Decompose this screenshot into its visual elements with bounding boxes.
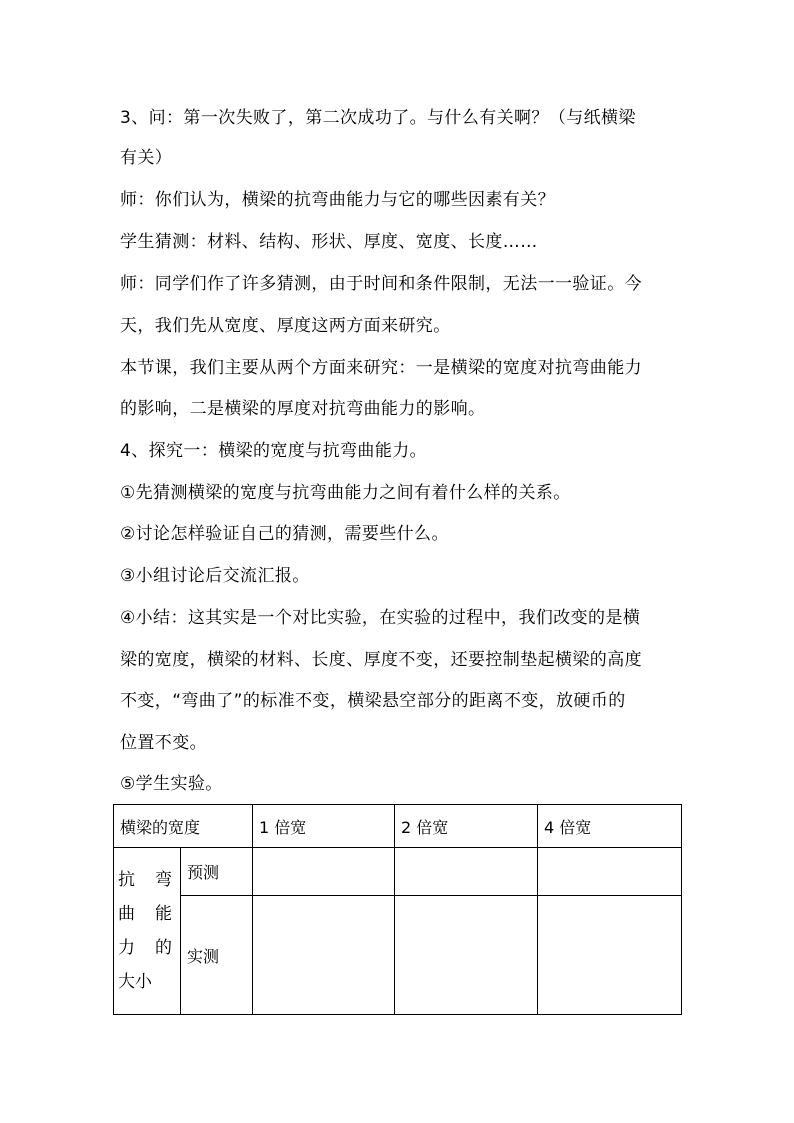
cell-prediction-1x	[253, 848, 395, 896]
paragraph-teacher-question: 师：你们认为，横梁的抗弯曲能力与它的哪些因素有关？	[120, 190, 555, 210]
row-label-bending-capacity	[114, 848, 181, 1015]
row-label-line	[118, 863, 172, 897]
cell-measured-1x	[253, 896, 395, 1015]
header-cell-4x: 4 倍宽	[538, 805, 682, 848]
row-label-line	[118, 897, 172, 931]
header-cell-width-label: 横梁的宽度	[114, 805, 253, 848]
sub-row-label-prediction: 预测	[181, 848, 253, 896]
paragraph-step-2: ②讨论怎样验证自己的猜测，需要些什么。	[120, 524, 449, 544]
paragraph-question-line1: 3、问：第一次失败了，第二次成功了。与什么有关啊？（与纸横梁	[120, 108, 636, 128]
cell-prediction-2x	[395, 848, 538, 896]
row-label-char: 力	[118, 938, 135, 958]
row-label-line	[118, 931, 172, 965]
row-label-char: 大小	[118, 972, 152, 992]
paragraph-summary-line2: 梁的宽度，横梁的材料、长度、厚度不变，还要控制垫起横梁的高度	[120, 650, 642, 670]
header-cell-2x: 2 倍宽	[395, 805, 538, 848]
paragraph-teacher-note-line1: 师：同学们作了许多猜测，由于时间和条件限制，无法一一验证。今	[120, 274, 642, 294]
paragraph-lesson-focus-line1: 本节课，我们主要从两个方面来研究：一是横梁的宽度对抗弯曲能力	[120, 358, 642, 378]
paragraph-summary-line1: ④小结：这其实是一个对比实验，在实验的过程中，我们改变的是横	[120, 608, 641, 628]
row-label-char: 抗	[118, 870, 135, 890]
row-label-char: 的	[155, 938, 172, 958]
paragraph-student-experiment: ⑤学生实验。	[120, 774, 223, 794]
experiment-table	[113, 804, 682, 1015]
paragraph-teacher-note-line2: 天，我们先从宽度、厚度这两方面来研究。	[120, 316, 451, 336]
sub-row-label-measured: 实测	[181, 896, 253, 1015]
cell-measured-4x	[538, 896, 682, 1015]
paragraph-step-3: ③小组讨论后交流汇报。	[120, 566, 310, 586]
paragraph-summary-line4: 位置不变。	[120, 733, 207, 753]
paragraph-summary-line3: 不变，“弯曲了”的标准不变，横梁悬空部分的距离不变，放硬币的	[120, 691, 626, 711]
table-row-measured	[114, 896, 682, 1015]
row-label-line	[118, 965, 172, 999]
paragraph-lesson-focus-line2: 的影响，二是横梁的厚度对抗弯曲能力的影响。	[120, 399, 486, 419]
paragraph-inquiry-one: 4、探究一：横梁的宽度与抗弯曲能力。	[120, 441, 428, 461]
row-label-char: 弯	[155, 870, 172, 890]
paragraph-question-line2: 有关）	[120, 148, 173, 168]
header-cell-1x: 1 倍宽	[253, 805, 395, 848]
row-label-char: 曲	[118, 904, 135, 924]
paragraph-student-guess: 学生猜测：材料、结构、形状、厚度、宽度、长度……	[120, 232, 538, 252]
cell-measured-2x	[395, 896, 538, 1015]
row-label-char: 能	[155, 904, 172, 924]
table-row-prediction	[114, 848, 682, 896]
paragraph-step-1: ①先猜测横梁的宽度与抗弯曲能力之间有着什么样的关系。	[120, 483, 571, 503]
table-header-row	[114, 805, 682, 848]
cell-prediction-4x	[538, 848, 682, 896]
